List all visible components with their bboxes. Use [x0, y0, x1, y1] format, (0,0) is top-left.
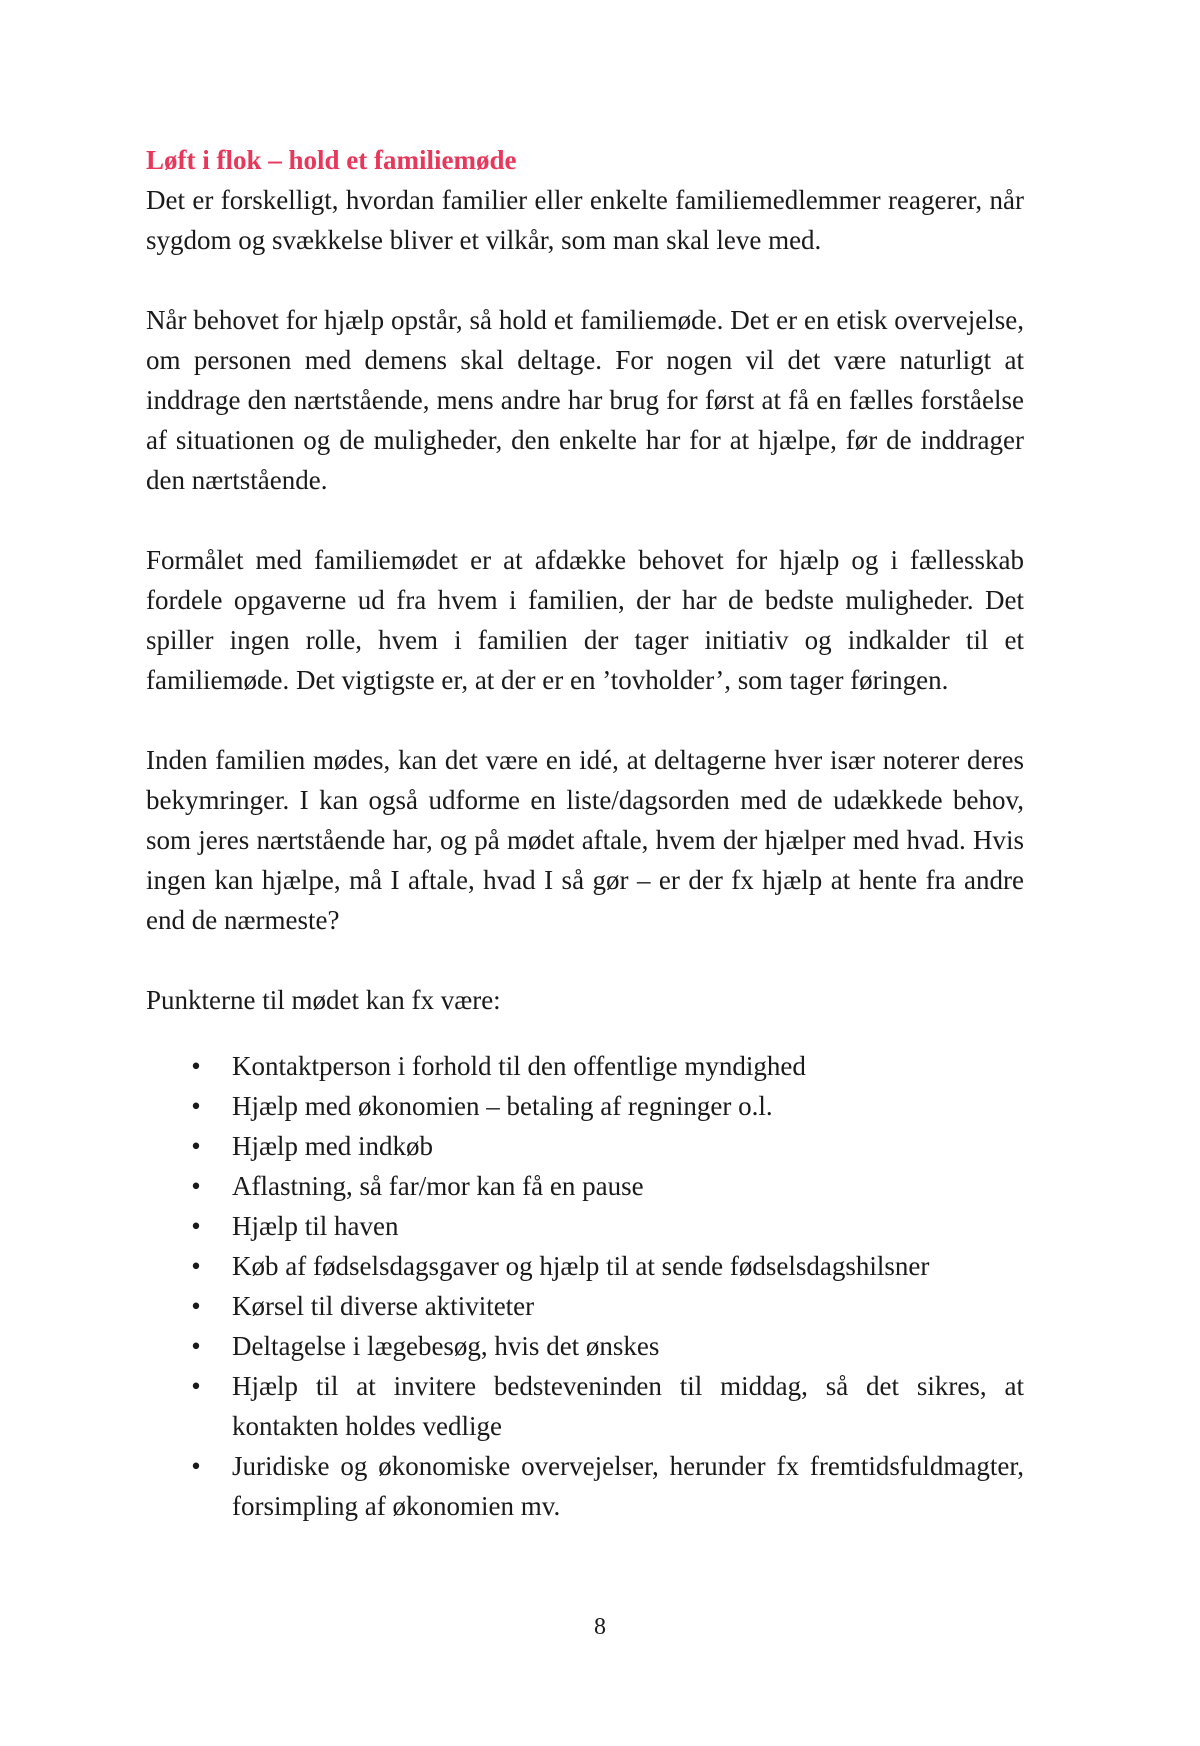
page-content: [146, 140, 1024, 1526]
list-item: [146, 1206, 1024, 1246]
list-item-text: Hjælp med indkøb: [232, 1131, 433, 1161]
section-heading: Løft i flok – hold et familiemøde: [146, 145, 517, 175]
list-item: [146, 1126, 1024, 1166]
list-item-text: Hjælp til at invitere bedsteveninden til middag, så det sikres, at kontakten holdes vedlige: [232, 1371, 1024, 1441]
bullet-icon: •: [191, 1251, 201, 1281]
list-item: [146, 1446, 1024, 1526]
paragraph-intro: Det er forskelligt, hvordan familier eller enkelte familiemedlemmer reagerer, når sygdom og svækkelse bliver et vilkår, som man skal leve med.: [146, 185, 1024, 255]
bullet-icon: •: [191, 1371, 201, 1401]
bullet-icon: •: [191, 1291, 201, 1321]
bullet-icon: •: [191, 1051, 201, 1081]
bullet-icon: •: [191, 1451, 201, 1481]
list-item: [146, 1366, 1024, 1446]
list-item: [146, 1086, 1024, 1126]
list-item-text: Deltagelse i lægebesøg, hvis det ønskes: [232, 1331, 660, 1361]
bullet-icon: •: [191, 1131, 201, 1161]
list-item-text: Juridiske og økonomiske overvejelser, herunder fx fremtidsfuldmagter, forsimpling af økonomien mv.: [232, 1451, 1024, 1521]
bullet-icon: •: [191, 1091, 201, 1121]
list-item-text: Kørsel til diverse aktiviteter: [232, 1291, 535, 1321]
list-item-text: Kontaktperson i forhold til den offentlige myndighed: [232, 1051, 806, 1081]
paragraph-purpose: Formålet med familiemødet er at afdække behovet for hjælp og i fællesskab fordele opgaverne ud fra hvem i familien, der har de bedste muligheder. Det spiller ingen rolle, hvem i familien der tager initiativ og indkalder til et familiemøde. Det vigtigste er, at der er en ’tovholder’, som tager føringen.: [146, 545, 1024, 695]
list-item-text: Hjælp til haven: [232, 1211, 399, 1241]
paragraph-preparation: Inden familien mødes, kan det være en idé, at deltagerne hver især noterer deres bekymringer. I kan også udforme en liste/dagsorden med de udækkede behov, som jeres nærtstående har, og på mødet aftale, hvem der hjælper med hvad. Hvis ingen kan hjælpe, må I aftale, hvad I så gør – er der fx hjælp at hente fra andre end de nærmeste?: [146, 745, 1024, 935]
meeting-points-list: [146, 1046, 1024, 1526]
list-item-text: Køb af fødselsdagsgaver og hjælp til at sende fødselsdagshilsner: [232, 1251, 930, 1281]
list-item: [146, 1286, 1024, 1326]
list-item: [146, 1326, 1024, 1366]
bullet-icon: •: [191, 1171, 201, 1201]
list-item-text: Hjælp med økonomien – betaling af regninger o.l.: [232, 1091, 773, 1121]
bullet-icon: •: [191, 1211, 201, 1241]
paragraph-points-lead: Punkterne til mødet kan fx være:: [146, 985, 501, 1015]
paragraph-family-meeting: Når behovet for hjælp opstår, så hold et familiemøde. Det er en etisk overvejelse, om personen med demens skal deltage. For nogen vil det være naturligt at inddrage den nærtstående, mens andre har brug for først at få en fælles forståelse af situationen og de muligheder, den enkelte har for at hjælpe, før de inddrager den nærtstående.: [146, 305, 1024, 495]
list-item: [146, 1046, 1024, 1086]
page-number: 8: [594, 1614, 606, 1640]
list-item: [146, 1246, 1024, 1286]
bullet-icon: •: [191, 1331, 201, 1361]
list-item: [146, 1166, 1024, 1206]
list-item-text: Aflastning, så far/mor kan få en pause: [232, 1171, 644, 1201]
